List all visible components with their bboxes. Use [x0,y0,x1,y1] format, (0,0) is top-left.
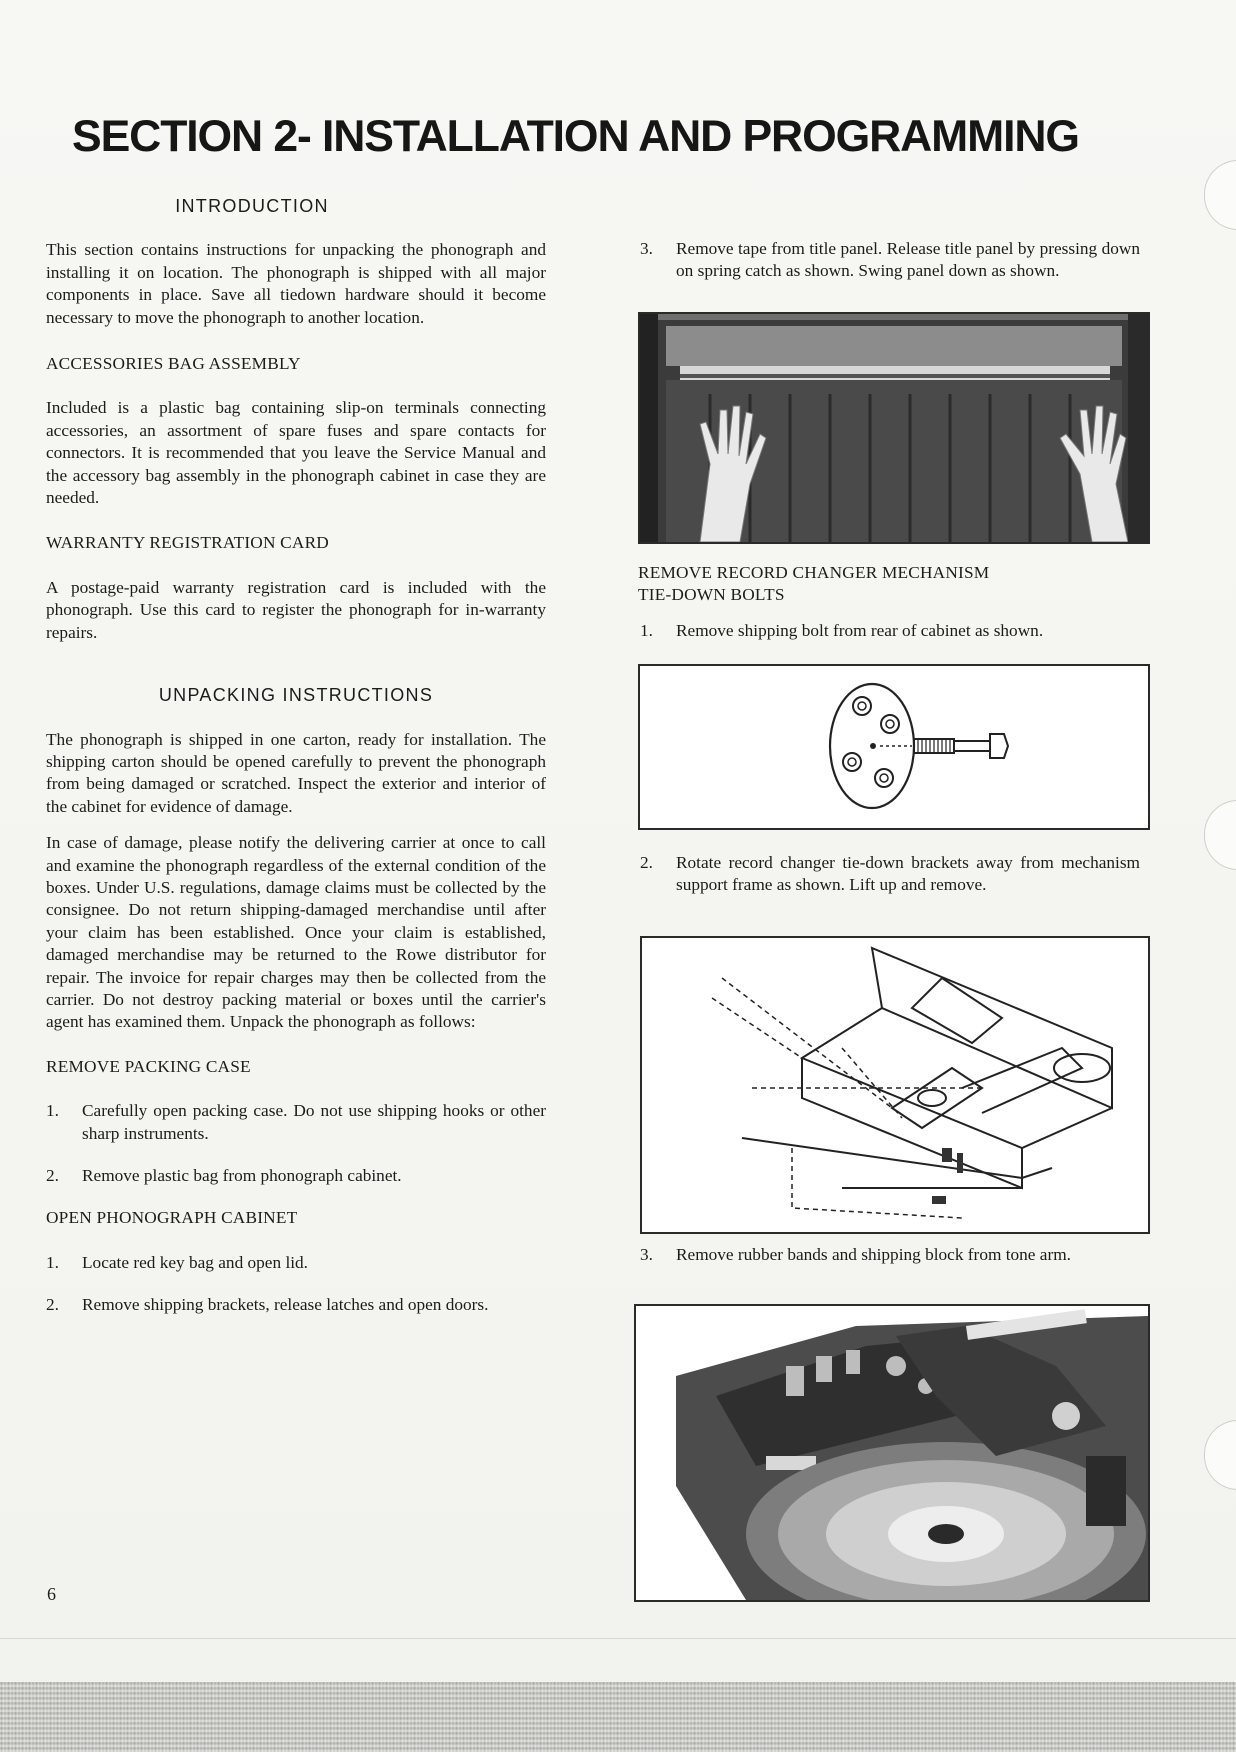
brackets-step [640,852,1140,897]
open-cabinet-step [46,1252,546,1274]
warranty-heading: WARRANTY REGISTRATION CARD [46,533,329,553]
brackets-step-block [640,852,1140,897]
open-cabinet-heading: OPEN PHONOGRAPH CABINET [46,1208,298,1228]
step-text: Locate red key bag and open lid. [82,1252,309,1272]
warranty-paragraph: A postage-paid warranty registration card is included with the phonograph. Use this card to register the phonograph for in-warranty repairs. [46,577,546,642]
changer-heading-line-1: REMOVE RECORD CHANGER MECHANISM [638,563,990,582]
scan-edge-strip [0,1682,1236,1752]
page-number: 6 [47,1584,56,1604]
step-text: Remove rubber bands and shipping block from tone arm. [676,1245,1071,1264]
changer-heading-block [638,562,1138,607]
title-panel-figure [638,312,1150,544]
step-text: Remove shipping bolt from rear of cabinet as shown. [676,621,1044,640]
introduction-heading: INTRODUCTION [175,196,329,216]
step-number: 2. [46,1295,59,1315]
step-text: Remove tape from title panel. Release title panel by pressing down on spring catch as shown. Swing panel down as shown. [676,239,1140,281]
tone-arm-photo [636,1306,1148,1600]
open-cabinet-step [46,1294,546,1316]
packing-step [46,1165,546,1187]
title-panel-photo [640,314,1148,542]
unpacking-paragraph-2: In case of damage, please notify the delivering carrier at once to call and examine the phonograph regardless of the external condition of the boxes. Under U.S. regulations, damage claims must be collected by the consignee. Do not return shipping-damaged merchandise until after your claim has been established. Once your claim is established, damaged merchandise may be returned to the Rowe distributor for repair. The invoice for repair charges may then be collected from the carrier. Do not destroy packing material or boxes until the carrier's agent has examined them. Unpack the phonograph as follows: [46,833,546,1032]
accessories-heading: ACCESSORIES BAG ASSEMBLY [46,354,301,374]
footer-divider [0,1638,1236,1639]
step-number: 3. [640,1245,653,1264]
step-text: Carefully open packing case. Do not use shipping hooks or other sharp instruments. [82,1101,546,1143]
left-column [46,195,546,1317]
title-panel-step [640,238,1140,283]
brackets-diagram [642,938,1148,1232]
step-number: 1. [46,1101,59,1121]
shipping-bolt-step-block [640,620,1140,642]
section-title: SECTION 2- INSTALLATION AND PROGRAMMING [72,112,1079,161]
step-text: Rotate record changer tie-down brackets away from mechanism support frame as shown. Lift up and remove. [676,853,1140,895]
step-number: 2. [46,1166,59,1185]
shipping-bolt-diagram [640,666,1148,828]
tone-arm-figure [634,1304,1150,1602]
brackets-figure [640,936,1150,1234]
right-column [640,238,1140,283]
shipping-bolt-step [640,620,1140,642]
step-number: 2. [640,853,653,872]
rubber-bands-step-block [640,1244,1140,1266]
accessories-paragraph: Included is a plastic bag containing slip-on terminals connecting accessories, an assortment of spare fuses and spare contacts for connectors. It is recommended that you leave the Service Manual and the accessory bag assembly in the phonograph cabinet in case they are needed. [46,398,546,508]
step-text: Remove plastic bag from phonograph cabinet. [82,1166,402,1185]
packing-step [46,1100,546,1145]
packing-case-heading: REMOVE PACKING CASE [46,1056,251,1076]
unpacking-heading: UNPACKING INSTRUCTIONS [158,685,434,706]
step-number: 1. [46,1252,59,1272]
shipping-bolt-figure [638,664,1150,830]
step-number: 3. [640,239,653,258]
introduction-paragraph: This section contains instructions for unpacking the phonograph and installing it on location. The phonograph is shipped with all major components in place. Save all tiedown hardware should it become necessary to move the phonograph to another location. [46,240,546,327]
step-number: 1. [640,621,653,640]
rubber-bands-step [640,1244,1140,1266]
step-text: Remove shipping brackets, release latches and open doors. [82,1295,489,1315]
changer-heading-line-2: TIE-DOWN BOLTS [638,585,785,605]
unpacking-paragraph-1: The phonograph is shipped in one carton, ready for installation. The shipping carton should be opened carefully to prevent the phonograph from being damaged or scratched. Inspect the exterior and interior of the cabinet for evidence of damage. [46,729,546,816]
